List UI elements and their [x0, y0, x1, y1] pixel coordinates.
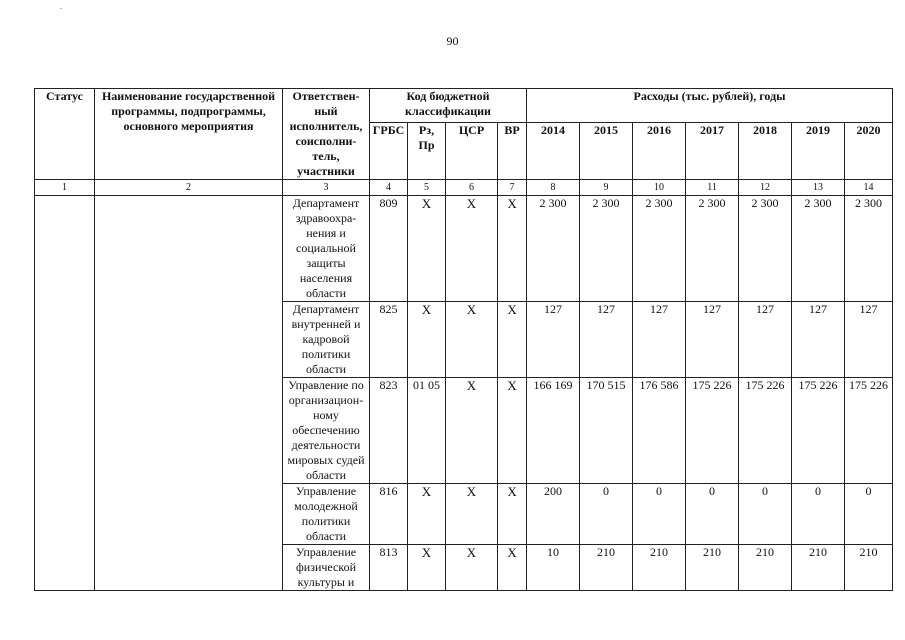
program-name-cell — [95, 196, 283, 591]
value-cell: 0 — [792, 484, 845, 545]
column-number: 10 — [633, 180, 686, 196]
column-number: 11 — [686, 180, 739, 196]
value-cell: 210 — [580, 545, 633, 591]
column-number: 12 — [739, 180, 792, 196]
grbs-cell: 825 — [370, 302, 408, 378]
status-cell — [35, 196, 95, 591]
page-number: 90 — [446, 34, 459, 48]
executor-cell: Управление по организацион-ному обеспечению деятельности мировых судей области — [283, 378, 370, 484]
value-cell: 0 — [686, 484, 739, 545]
column-number: 6 — [446, 180, 498, 196]
value-cell: 175 226 — [739, 378, 792, 484]
value-cell: 10 — [527, 545, 580, 591]
scan-speck — [60, 8, 62, 9]
value-cell: 2 300 — [686, 196, 739, 302]
value-cell: 2 300 — [739, 196, 792, 302]
executor-cell: Управление молодежной политики области — [283, 484, 370, 545]
value-cell: 175 226 — [845, 378, 893, 484]
header-year: 2014 — [527, 122, 580, 179]
rzpr-cell: Х — [408, 484, 446, 545]
vr-cell: Х — [498, 484, 527, 545]
value-cell: 175 226 — [686, 378, 739, 484]
executor-cell: Управление физической культуры и — [283, 545, 370, 591]
header-year: 2016 — [633, 122, 686, 179]
value-cell: 210 — [845, 545, 893, 591]
column-number: 1 — [35, 180, 95, 196]
rzpr-cell: Х — [408, 196, 446, 302]
value-cell: 170 515 — [580, 378, 633, 484]
csr-cell: Х — [446, 302, 498, 378]
header-year: 2018 — [739, 122, 792, 179]
value-cell: 2 300 — [527, 196, 580, 302]
value-cell: 176 586 — [633, 378, 686, 484]
header-status: Статус — [35, 89, 95, 180]
value-cell: 127 — [633, 302, 686, 378]
vr-cell: Х — [498, 545, 527, 591]
grbs-cell: 816 — [370, 484, 408, 545]
header-code-csr: ЦСР — [446, 122, 498, 179]
budget-table — [34, 88, 893, 591]
value-cell: 127 — [527, 302, 580, 378]
rzpr-cell: 01 05 — [408, 378, 446, 484]
value-cell: 127 — [686, 302, 739, 378]
column-number: 9 — [580, 180, 633, 196]
csr-cell: Х — [446, 196, 498, 302]
column-number: 2 — [95, 180, 283, 196]
value-cell: 200 — [527, 484, 580, 545]
value-cell: 166 169 — [527, 378, 580, 484]
value-cell: 127 — [739, 302, 792, 378]
value-cell: 210 — [686, 545, 739, 591]
header-budget-code: Код бюджетной классификации — [370, 89, 527, 123]
value-cell: 0 — [580, 484, 633, 545]
header-expenses: Расходы (тыс. рублей), годы — [527, 89, 893, 123]
column-number: 7 — [498, 180, 527, 196]
csr-cell: Х — [446, 545, 498, 591]
value-cell: 0 — [739, 484, 792, 545]
table-row — [35, 196, 893, 302]
header-program-name: Наименование государственной программы, подпрограммы, основного мероприятия — [95, 89, 283, 180]
value-cell: 2 300 — [845, 196, 893, 302]
value-cell: 2 300 — [633, 196, 686, 302]
header-code-vr: ВР — [498, 122, 527, 179]
rzpr-cell: Х — [408, 302, 446, 378]
csr-cell: Х — [446, 484, 498, 545]
header-year: 2015 — [580, 122, 633, 179]
value-cell: 127 — [845, 302, 893, 378]
value-cell: 210 — [633, 545, 686, 591]
value-cell: 175 226 — [792, 378, 845, 484]
column-number: 13 — [792, 180, 845, 196]
column-number: 3 — [283, 180, 370, 196]
header-year: 2019 — [792, 122, 845, 179]
grbs-cell: 813 — [370, 545, 408, 591]
header-code-grbs: ГРБС — [370, 122, 408, 179]
header-code-rzpr: Рз, Пр — [408, 122, 446, 179]
header-year: 2020 — [845, 122, 893, 179]
column-number: 5 — [408, 180, 446, 196]
rzpr-cell: Х — [408, 545, 446, 591]
executor-cell: Департамент внутренней и кадровой политики области — [283, 302, 370, 378]
value-cell: 127 — [580, 302, 633, 378]
value-cell: 127 — [792, 302, 845, 378]
grbs-cell: 823 — [370, 378, 408, 484]
value-cell: 2 300 — [580, 196, 633, 302]
value-cell: 210 — [739, 545, 792, 591]
column-number: 4 — [370, 180, 408, 196]
value-cell: 0 — [633, 484, 686, 545]
vr-cell: Х — [498, 302, 527, 378]
column-number: 14 — [845, 180, 893, 196]
executor-cell: Департамент здравоохра-нения и социальной защиты населения области — [283, 196, 370, 302]
value-cell: 2 300 — [792, 196, 845, 302]
vr-cell: Х — [498, 378, 527, 484]
grbs-cell: 809 — [370, 196, 408, 302]
vr-cell: Х — [498, 196, 527, 302]
column-number: 8 — [527, 180, 580, 196]
header-executor: Ответствен-ный исполнитель, соисполни-тель, участники — [283, 89, 370, 180]
value-cell: 210 — [792, 545, 845, 591]
csr-cell: Х — [446, 378, 498, 484]
header-year: 2017 — [686, 122, 739, 179]
value-cell: 0 — [845, 484, 893, 545]
column-number-row — [35, 180, 893, 196]
